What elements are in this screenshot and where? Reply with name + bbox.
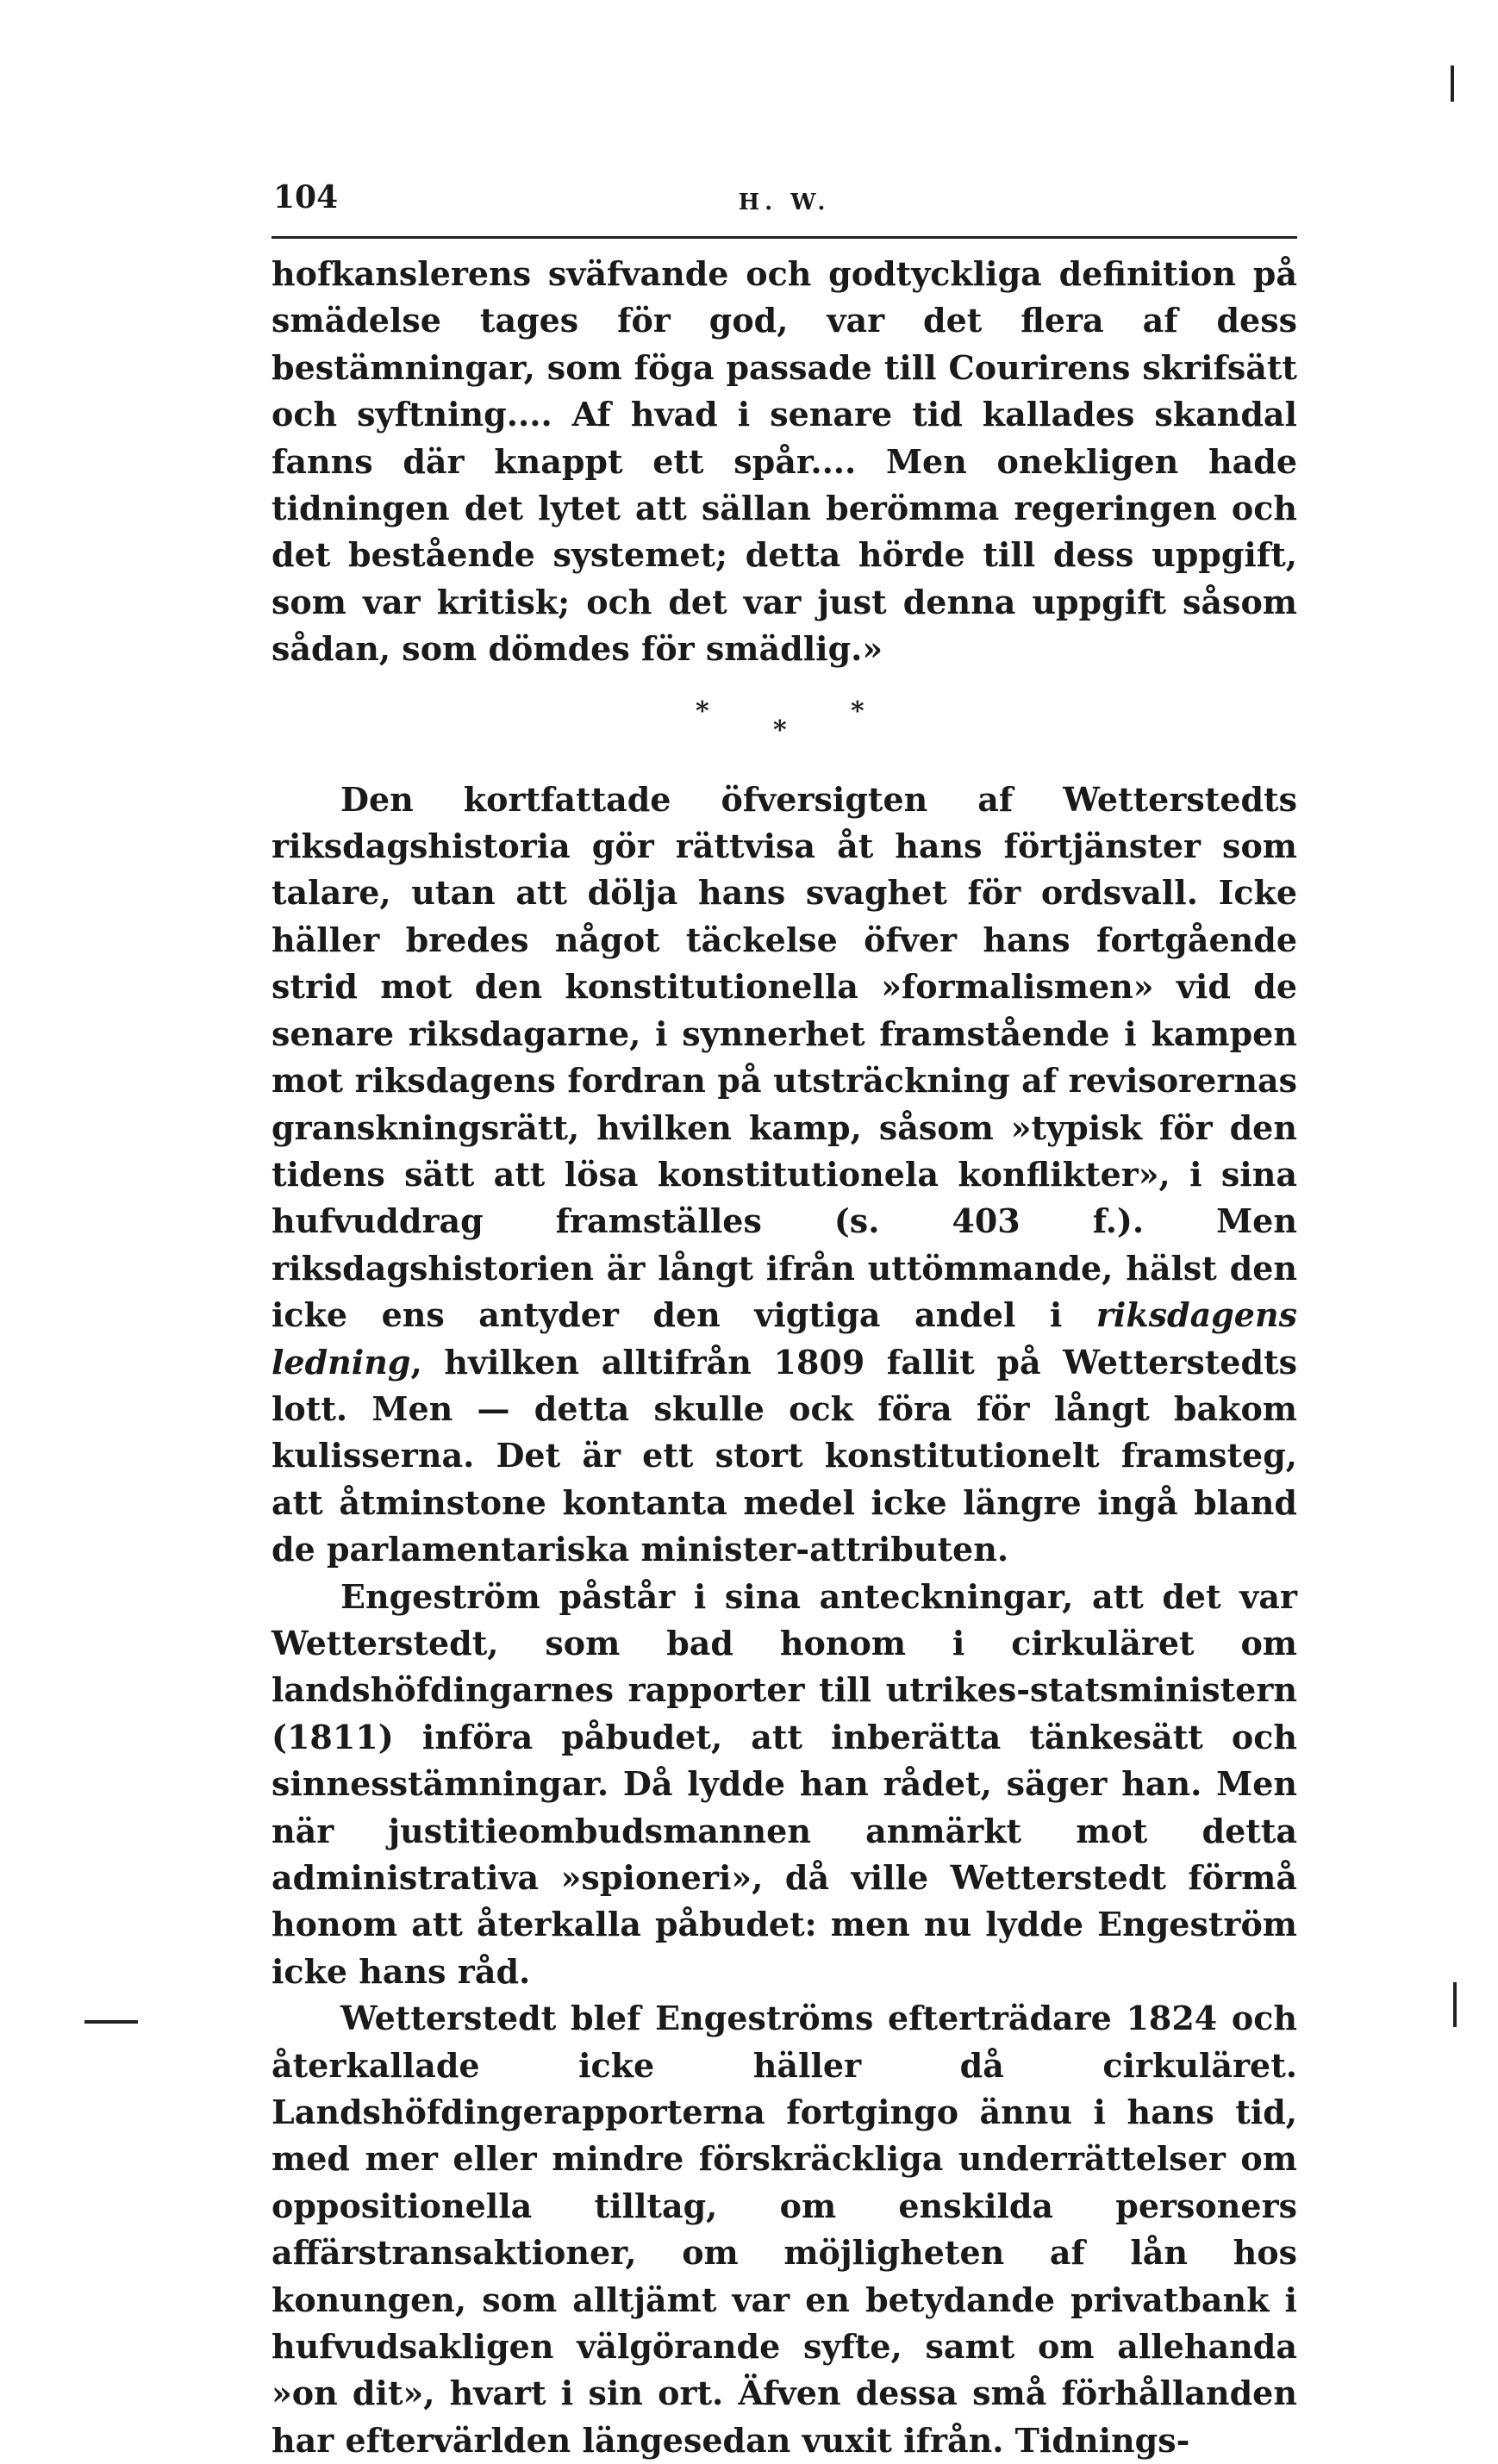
asterisk-mark: *: [696, 696, 709, 727]
paragraph-2: [272, 777, 1297, 1574]
paragraph-3: [272, 1574, 1297, 1996]
page-number: 104: [273, 179, 339, 215]
paragraph-1: [272, 251, 1297, 673]
asterisk-mark: *: [851, 696, 864, 727]
text-segment: hofkanslerens sväfvande och godtyckliga definition på smädelse tages för god, var det flera af dess bestämningar, som föga passade till Courirens skrifsätt och syftning.... Af hvad i senare tid kallades skandal fanns där knappt ett spår.... Men onekligen hade tidningen det lytet att sällan berömma regeringen och det bestående systemet; detta hörde till dess uppgift, som var kritisk; och det var just denna uppgift såsom sådan, som dömdes för smädlig.»: [272, 254, 1297, 669]
text-segment: Wetterstedt blef Engeströms efterträdare 1824 och återkallade icke häller då cirkuläret. Landshöfdingerapporterna fortgingo ännu i hans tid, med mer eller mindre förskräckliga underrättelser om oppositionella tilltag, om enskilda personers affärstransaktioner, om möjligheten af lån hos konungen, som alltjämt var en betydande privatbank i hufvudsakligen välgörande syfte, samt om allehanda »on dit», hvart i sin ort. Äfven dessa små förhållanden har eftervärlden längesedan vuxit ifrån. Tidnings-: [272, 1999, 1297, 2460]
text-segment: , hvilken alltifrån 1809 fallit på Wetterstedts lott. Men — detta skulle ock föra för långt bakom kulisserna. Det är ett stort konstitutionelt framsteg, att åtminstone kontanta medel icke längre ingå bland de parlamentariska minister-attributen.: [272, 1342, 1297, 1569]
margin-mark-bottom-left: [84, 2020, 138, 2024]
asterisk-mark: *: [773, 714, 787, 745]
paragraph-4: [272, 1995, 1297, 2464]
section-break: [272, 673, 1297, 777]
margin-mark-top-right: [1451, 65, 1454, 102]
running-head: H. W.: [738, 190, 831, 215]
page-header: [272, 179, 1297, 239]
body-text: [272, 251, 1297, 2464]
margin-mark-bottom-right: [1453, 1982, 1457, 2027]
book-page: [272, 179, 1297, 2464]
text-segment: Den kortfattade öfversigten af Wetterstedts riksdagshistoria gör rättvisa åt hans förtjänster som talare, utan att dölja hans svaghet för ordsvall. Icke häller bredes något täckelse öfver hans fortgående strid mot den konstitutionella »formalismen» vid de senare riksdagarne, i synnerhet framstående i kampen mot riksdagens fordran på utsträckning af revisorernas granskningsrätt, hvilken kamp, såsom »typisk för den tidens sätt att lösa konstitutionela konflikter», i sina hufvuddrag framställes (s. 403 f.). Men riksdagshistorien är långt ifrån uttömmande, hälst den icke ens antyder den vigtiga andel i: [272, 779, 1297, 1335]
text-segment: Engeström påstår i sina anteckningar, att det var Wetterstedt, som bad honom i cirkuläret om landshöfdingarnes rapporter till utrikes-statsministern (1811) införa påbudet, att inberätta tänkesätt och sinnesstämningar. Då lydde han rådet, säger han. Men när justitieombudsmannen anmärkt mot detta administrativa »spioneri», då ville Wetterstedt förmå honom att återkalla påbudet: men nu lydde Engeström icke hans råd.: [272, 1576, 1297, 1991]
italic-text: riksdagens ledning: [272, 1295, 1297, 1382]
